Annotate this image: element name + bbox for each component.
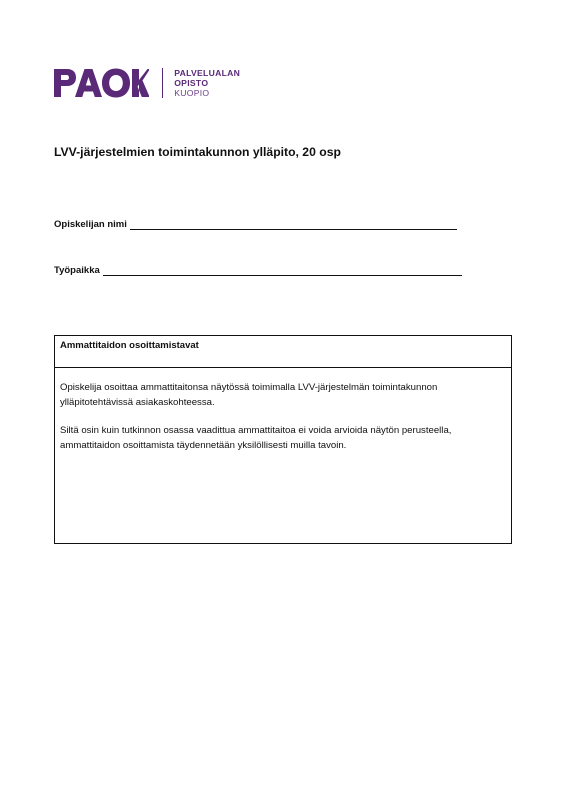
box-paragraph-1: Opiskelija osoittaa ammattitaitonsa näytössä toimimalla LVV-järjestelmän toimintakunnon ylläpitotehtävissä asiakaskohteessa. bbox=[60, 382, 438, 408]
workplace-blank-line[interactable] bbox=[103, 265, 462, 276]
student-name-field[interactable] bbox=[54, 219, 457, 230]
demonstration-methods-box bbox=[54, 335, 512, 544]
box-paragraph-2: Siltä osin kuin tutkinnon osassa vaadittua ammattitaitoa ei voida arvioida näytön perusteella, ammattitaidon osoittamista täydennetään yksilöllisesti muilla tavoin. bbox=[60, 425, 452, 451]
logo-line-opisto: OPISTO bbox=[174, 78, 209, 88]
logo-line-kuopio: KUOPIO bbox=[174, 88, 210, 98]
workplace-field[interactable] bbox=[54, 265, 462, 276]
box-body bbox=[55, 368, 511, 453]
box-header: Ammattitaidon osoittamistavat bbox=[55, 336, 511, 368]
paok-logo bbox=[54, 66, 240, 100]
workplace-label: Työpaikka bbox=[54, 265, 100, 276]
student-name-blank-line[interactable] bbox=[130, 219, 457, 230]
logo-divider bbox=[162, 68, 163, 98]
student-name-label: Opiskelijan nimi bbox=[54, 219, 127, 230]
document-title: LVV-järjestelmien toimintakunnon ylläpito, 20 osp bbox=[54, 145, 341, 159]
logo-wordmark bbox=[174, 68, 240, 98]
paok-logo-mark bbox=[54, 68, 149, 98]
logo-line-palvelualan: PALVELUALAN bbox=[174, 68, 241, 78]
